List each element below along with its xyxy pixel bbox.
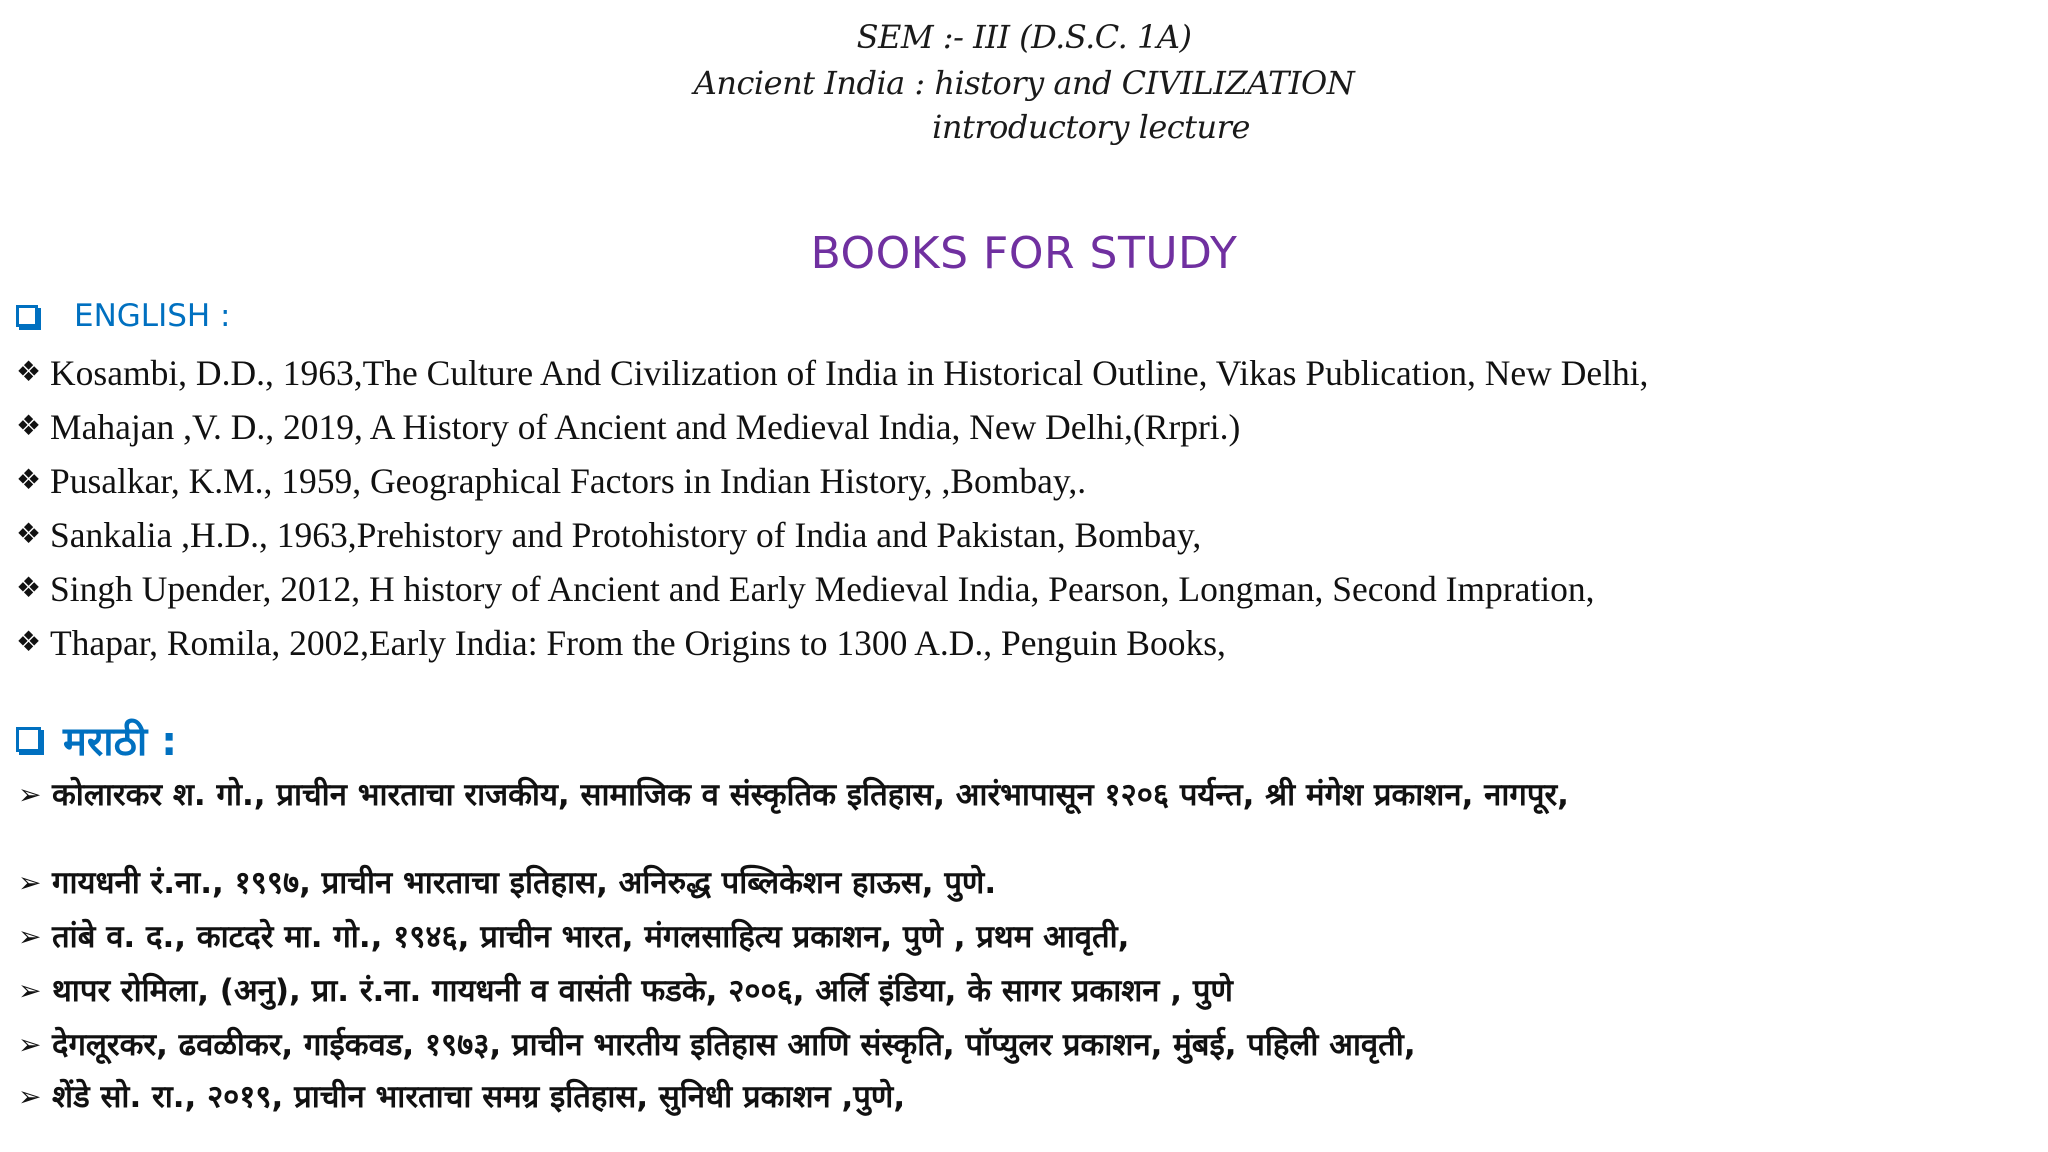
marathi-book-item [18, 1078, 905, 1116]
english-book-text: Pusalkar, K.M., 1959, Geographical Factors in Indian History, ,Bombay,. [50, 461, 1087, 501]
english-book-text: Singh Upender, 2012, H history of Ancient and Early Medieval India, Pearson, Longman, Second Impration, [50, 569, 1595, 609]
checkbox-bullet-icon [16, 305, 38, 327]
english-book-item [16, 514, 1201, 556]
marathi-book-text: गायधनी रं.ना., १९९७, प्राचीन भारताचा इतिहास, अनिरुद्ध पब्लिकेशन हाऊस, पुणे. [52, 865, 997, 901]
english-book-text: Mahajan ,V. D., 2019, A History of Ancient and Medieval India, New Delhi,(Rrpri.) [50, 407, 1241, 447]
lecture-subtitle: introductory lecture [932, 108, 1250, 146]
marathi-book-text: शेंडे सो. रा., २०१९, प्राचीन भारताचा समग्र इतिहास, सुनिधी प्रकाशन ,पुणे, [52, 1079, 906, 1115]
arrow-bullet-icon: ➢ [18, 920, 42, 953]
books-for-study-title: BOOKS FOR STUDY [810, 228, 1238, 279]
diamond-bullet-icon: ❖ [16, 573, 42, 604]
marathi-book-text: तांबे व. द., काटदरे मा. गो., १९४६, प्राचीन भारत, मंगलसाहित्य प्रकाशन, पुणे , प्रथम आवृती, [52, 919, 1130, 955]
semester-heading: SEM :- III (D.S.C. 1A) [856, 18, 1192, 56]
marathi-book-item [18, 972, 1233, 1010]
english-book-item [16, 622, 1226, 664]
diamond-bullet-icon: ❖ [16, 465, 42, 496]
english-heading-label: ENGLISH : [74, 298, 231, 334]
diamond-bullet-icon: ❖ [16, 627, 42, 658]
diamond-bullet-icon: ❖ [16, 411, 42, 442]
english-book-item [16, 568, 1594, 610]
marathi-book-item [18, 918, 1129, 956]
arrow-bullet-icon: ➢ [18, 1080, 42, 1113]
english-book-text: Kosambi, D.D., 1963,The Culture And Civilization of India in Historical Outline, Vikas Publication, New Delhi, [50, 353, 1649, 393]
arrow-bullet-icon: ➢ [18, 778, 42, 811]
marathi-book-item [18, 864, 996, 902]
marathi-heading-label: मराठी : [63, 719, 178, 765]
english-book-text: Sankalia ,H.D., 1963,Prehistory and Protohistory of India and Pakistan, Bombay, [50, 515, 1202, 555]
marathi-book-text: देगलूरकर, ढवळीकर, गाईकवड, १९७३, प्राचीन भारतीय इतिहास आणि संस्कृति, पॉप्युलर प्रकाशन, मुंबई, पहिली आवृती, [52, 1027, 1416, 1063]
marathi-book-item [18, 776, 2032, 814]
english-section-heading [16, 298, 231, 334]
course-title: Ancient India : history and CIVILIZATION [693, 64, 1355, 102]
checkbox-bullet-icon [16, 727, 41, 752]
arrow-bullet-icon: ➢ [18, 1028, 42, 1061]
english-book-item [16, 460, 1086, 502]
marathi-book-text: थापर रोमिला, (अनु), प्रा. रं.ना. गायधनी व वासंती फडके, २००६, अर्लि इंडिया, के सागर प्रकाशन , पुणे [52, 973, 1233, 1009]
arrow-bullet-icon: ➢ [18, 974, 42, 1007]
english-book-item [16, 406, 1240, 448]
arrow-bullet-icon: ➢ [18, 866, 42, 899]
marathi-section-heading [16, 712, 177, 767]
english-book-text: Thapar, Romila, 2002,Early India: From the Origins to 1300 A.D., Penguin Books, [50, 623, 1226, 663]
diamond-bullet-icon: ❖ [16, 357, 42, 388]
diamond-bullet-icon: ❖ [16, 519, 42, 550]
marathi-book-text: कोलारकर श. गो., प्राचीन भारताचा राजकीय, सामाजिक व संस्कृतिक इतिहास, आरंभापासून १२०६ पर्यन्त, श्री मंगेश प्रकाशन, नागपूर, [52, 777, 1569, 813]
english-book-item [16, 352, 1648, 394]
marathi-book-item [18, 1026, 1416, 1064]
